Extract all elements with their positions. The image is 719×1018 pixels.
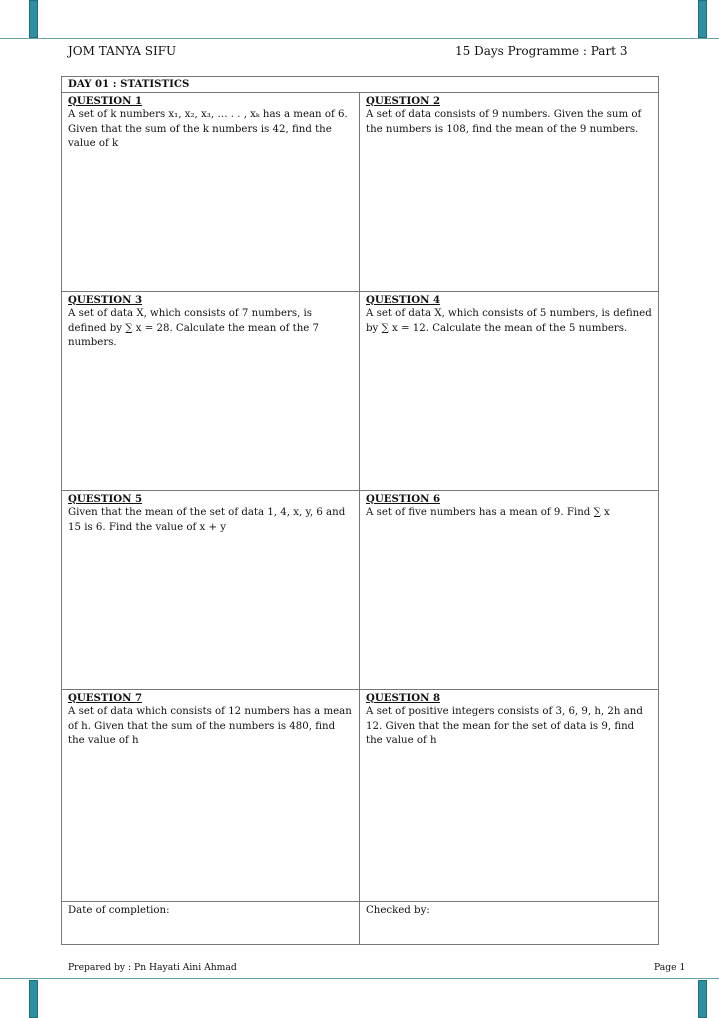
day-title: DAY 01 : STATISTICS: [62, 77, 659, 93]
question-4-cell[interactable]: [360, 291, 659, 490]
question-3-title: QUESTION 3: [68, 293, 143, 306]
question-7-text: A set of data which consists of 12 numbers has a mean of h. Given that the sum of the numbers is 480, find the value of h: [68, 706, 352, 746]
checked-by-field[interactable]: [360, 901, 659, 944]
question-6-text: A set of five numbers has a mean of 9. Find ∑ x: [366, 507, 610, 518]
question-1-text: A set of k numbers x₁, x₂, x₃, … . . , xₖ has a mean of 6. Given that the sum of the k numbers is 42, find the value of k: [68, 109, 348, 149]
footer-tab-right: [698, 980, 707, 1018]
footer-tab-left: [29, 980, 38, 1018]
question-6-title: QUESTION 6: [366, 492, 441, 505]
question-5-text: Given that the mean of the set of data 1, 4, x, y, 6 and 15 is 6. Find the value of x + y: [68, 507, 346, 533]
header-tab-right: [698, 0, 707, 38]
header-programme: 15 Days Programme : Part 3: [455, 44, 628, 58]
date-of-completion-field[interactable]: [62, 901, 360, 944]
question-1-title: QUESTION 1: [68, 94, 143, 107]
question-2-cell[interactable]: [360, 92, 659, 291]
question-3-cell[interactable]: [62, 291, 360, 490]
checked-by-label: Checked by:: [366, 904, 430, 916]
worksheet-table: [61, 76, 659, 945]
question-5-title: QUESTION 5: [68, 492, 143, 505]
question-2-text: A set of data consists of 9 numbers. Given the sum of the numbers is 108, find the mean of the 9 numbers.: [366, 109, 642, 135]
question-2-title: QUESTION 2: [366, 94, 441, 107]
question-6-cell[interactable]: [360, 490, 659, 689]
footer-page-number: Page 1: [654, 962, 686, 973]
header-rule: [0, 38, 719, 39]
footer-prepared-by: Prepared by : Pn Hayati Aini Ahmad: [68, 962, 237, 973]
question-7-cell[interactable]: [62, 689, 360, 901]
header-title: JOM TANYA SIFU: [68, 44, 177, 58]
question-8-text: A set of positive integers consists of 3, 6, 9, h, 2h and 12. Given that the mean for the set of data is 9, find the value of h: [366, 706, 643, 746]
question-5-cell[interactable]: [62, 490, 360, 689]
question-4-text: A set of data X, which consists of 5 numbers, is defined by ∑ x = 12. Calculate the mean of the 5 numbers.: [366, 308, 652, 334]
footer-rule: [0, 978, 719, 979]
question-1-cell[interactable]: [62, 92, 360, 291]
date-of-completion-label: Date of completion:: [68, 904, 170, 916]
question-3-text: A set of data X, which consists of 7 numbers, is defined by ∑ x = 28. Calculate the mean of the 7 numbers.: [68, 308, 320, 348]
question-7-title: QUESTION 7: [68, 691, 143, 704]
question-8-title: QUESTION 8: [366, 691, 441, 704]
header-tab-left: [29, 0, 38, 38]
question-4-title: QUESTION 4: [366, 293, 441, 306]
question-8-cell[interactable]: [360, 689, 659, 901]
